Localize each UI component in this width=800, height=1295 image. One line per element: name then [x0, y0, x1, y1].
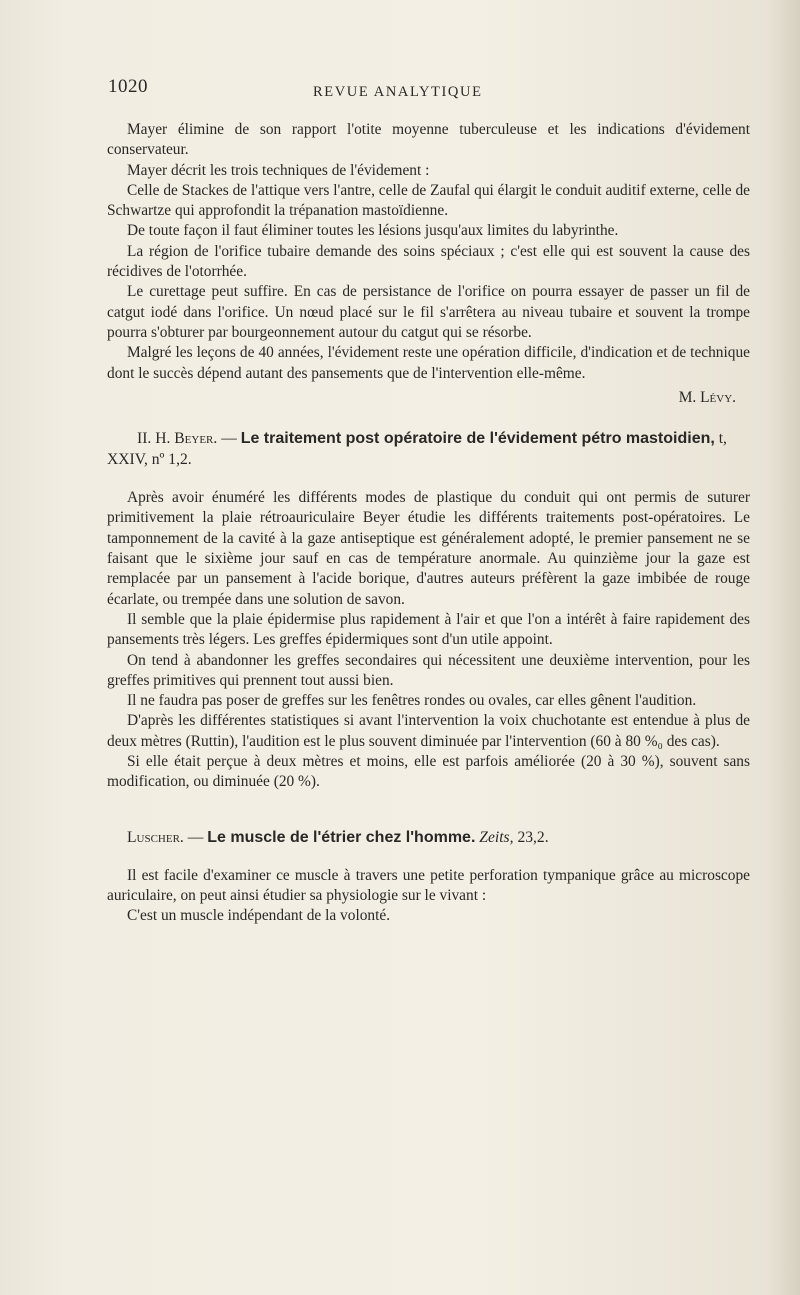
- paragraph: Malgré les leçons de 40 années, l'évidement reste une opération difficile, d'indication et de technique dont le succès dépend autant des pansements que de l'intervention elle-même.: [107, 344, 750, 382]
- article-heading: [107, 827, 750, 848]
- article-heading: [107, 428, 750, 470]
- paragraph: Il semble que la plaie épidermise plus rapidement à l'air et que l'on a intérêt à faire rapidement des pansements très légers. Les greffes épidermiques sont d'un utile appoint.: [107, 610, 750, 649]
- paragraph: Si elle était perçue à deux mètres et moins, elle est parfois améliorée (20 à 30 %), souvent sans modification, ou diminuée (20 %).: [107, 753, 750, 791]
- paragraph: Il ne faudra pas poser de greffes sur les fenêtres rondes ou ovales, car elles gênent l'audition.: [127, 692, 697, 710]
- page-header: [108, 76, 748, 106]
- heading-dash: —: [221, 430, 237, 448]
- paragraph: Le curettage peut suffire. En cas de persistance de l'orifice on pourra essayer de passer un fil de catgut iodé dans l'orifice. Un nœud placé sur le fil s'arrêtera au niveau tubaire et souvent la trompe pourra s'obturer par bourgeonnement autour du catgut qui se résorbe.: [107, 283, 750, 341]
- paragraph: On tend à abandonner les greffes secondaires qui nécessitent une deuxième intervention, pour les greffes primitives qui prennent tout aussi bien.: [107, 651, 750, 689]
- paragraph: Mayer élimine de son rapport l'otite moyenne tuberculeuse et les indications d'évidement conservateur.: [107, 121, 750, 159]
- article-luscher: [107, 827, 750, 927]
- author-signature: M. Lévy.: [678, 388, 736, 406]
- paragraph: D'après les différentes statistiques si avant l'intervention la voix chuchotante est entendue à plus de deux mètres (Ruttin), l'audition est le plus souvent diminuée par l'intervention (60 à 80 %₀ des cas).: [107, 712, 750, 750]
- page-content: [107, 120, 750, 927]
- paragraph: Mayer décrit les trois techniques de l'évidement :: [127, 161, 430, 179]
- heading-reference: 23,2.: [517, 828, 549, 846]
- paragraph: De toute façon il faut éliminer toutes les lésions jusqu'aux limites du labyrinthe.: [127, 222, 619, 240]
- heading-title: Le traitement post opératoire de l'évidement pétro mastoidien,: [240, 430, 715, 448]
- heading-title: Le muscle de l'étrier chez l'homme.: [207, 828, 476, 846]
- running-title: REVUE ANALYTIQUE: [313, 84, 483, 100]
- page-number: 1020: [108, 76, 148, 97]
- heading-dash: —: [187, 828, 204, 846]
- paragraph: Après avoir énuméré les différents modes de plastique du conduit qui ont permis de suturer primitivement la plaie rétroauriculaire Beyer étudie les différents traitements post-opératoires. Le tamponnement de la cavité à la gaze antiseptique est généralement adopté, le premier pansement ne se faisant que le sixième jour sauf en cas de température anormale. Au quinzième jour la gaze est remplacée par un pansement à l'acide borique, d'autres auteurs préfèrent la gaze imbibée de rouge écarlate, ou trempée dans une solution de savon.: [107, 489, 750, 608]
- heading-journal: Zeits,: [479, 828, 514, 846]
- heading-reference: t, XXIV, nº 1,2.: [107, 430, 727, 469]
- heading-author: Luscher.: [127, 828, 184, 846]
- paragraph: Il est facile d'examiner ce muscle à travers une petite perforation tympanique grâce au microscope auriculaire, on peut ainsi étudier sa physiologie sur le vivant :: [107, 866, 750, 904]
- article-beyer: [107, 428, 750, 792]
- heading-number: II.: [137, 430, 152, 448]
- paragraph: C'est un muscle indépendant de la volonté.: [127, 907, 391, 925]
- paragraph: La région de l'orifice tubaire demande des soins spéciaux ; c'est elle qui est souvent la cause des récidives de l'otorrhée.: [107, 242, 750, 281]
- article-mayer: [107, 120, 750, 408]
- heading-author: H. Beyer.: [155, 430, 218, 448]
- paragraph: Celle de Stackes de l'attique vers l'antre, celle de Zaufal qui élargit le conduit auditif externe, celle de Schwartze qui approfondit la trépanation mastoïdienne.: [107, 181, 750, 220]
